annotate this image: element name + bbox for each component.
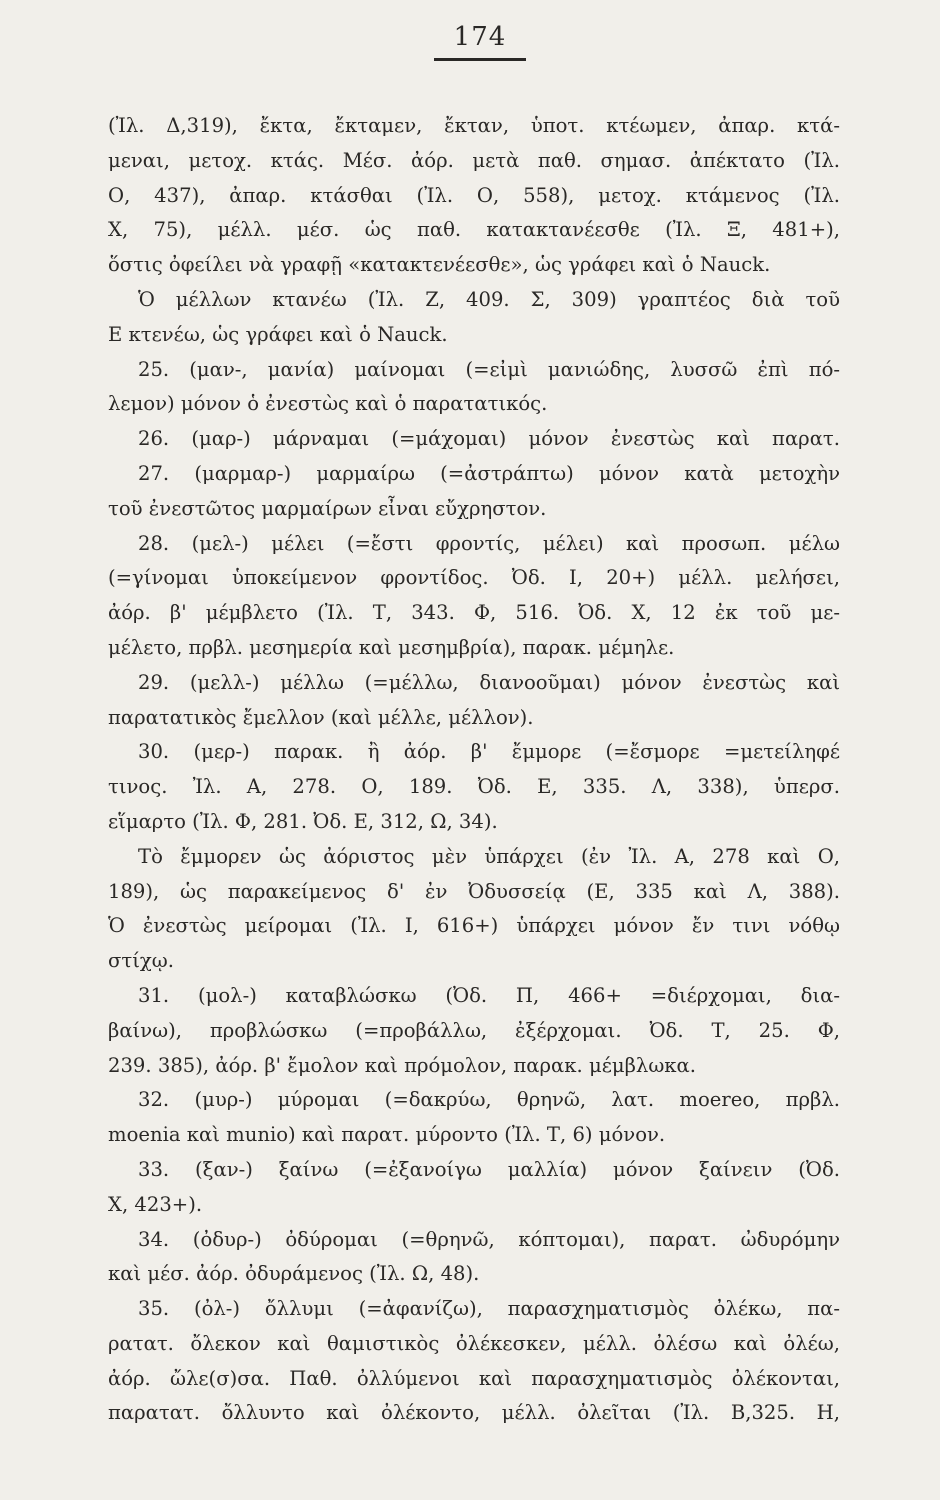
text-line: λεμον) μόνον ὁ ἐνεστὼς καὶ ὁ παρατατικός.	[108, 392, 548, 416]
text-line: στίχῳ.	[108, 949, 174, 973]
text-line: βαίνω), προβλώσκω (=προβάλλω, ἐξέρχομαι. Ὀδ. Τ, 25. Φ,	[108, 1018, 840, 1042]
text-line: 34. (ὀδυρ-) ὀδύρομαι (=θρηνῶ, κόπτομαι), παρατ. ὠδυρόμην	[138, 1227, 840, 1251]
text-line: παρατατικὸς ἔμελλον (καὶ μέλλε, μέλλον).	[108, 705, 534, 729]
text-line: 32. (μυρ-) μύρομαι (=δακρύω, θρηνῶ, λατ. moereo, πρβλ.	[138, 1088, 840, 1112]
text-line: καὶ μέσ. ἀόρ. ὀδυράμενος (Ἰλ. Ω, 48).	[108, 1262, 480, 1286]
text-line: Χ, 75), μέλλ. μέσ. ὡς παθ. κατακτανέεσθε (Ἰλ. Ξ, 481+),	[108, 218, 840, 242]
text-line: ἀόρ. β' μέμβλετο (Ἰλ. Τ, 343. Φ, 516. Ὀδ. Χ, 12 ἐκ τοῦ με-	[108, 601, 840, 625]
text-line: 35. (ὀλ-) ὄλλυμι (=ἀφανίζω), παρασχηματισμὸς ὀλέκω, πα-	[138, 1297, 840, 1321]
text-line: 33. (ξαν-) ξαίνω (=ἐξανοίγω μαλλία) μόνον ξαίνειν (Ὀδ.	[138, 1157, 840, 1181]
text-line: (Ἰλ. Δ,319), ἔκτα, ἔκταμεν, ἔκταν, ὑποτ. κτέωμεν, ἀπαρ. κτά-	[108, 114, 840, 137]
text-line: 30. (μερ-) παρακ. ἢ ἀόρ. β' ἔμμορε (=ἔσμορε =μετείληφέ	[138, 740, 840, 764]
text-line: Χ, 423+).	[108, 1192, 203, 1216]
text-line: 25. (μαν-, μανία) μαίνομαι (=εἰμὶ μανιώδης, λυσσῶ ἐπὶ πό-	[138, 357, 840, 381]
text-line: 27. (μαρμαρ-) μαρμαίρω (=ἀστράπτω) μόνον κατὰ μετοχὴν	[138, 461, 840, 485]
text-line: 189), ὡς παρακείμενος δ' ἐν Ὀδυσσείᾳ (Ε, 335 καὶ Λ, 388).	[108, 879, 840, 903]
text-line: ὅστις ὀφείλει νὰ γραφῇ «κατακτενέεσθε», ὡς γράφει καὶ ὁ Nauck.	[108, 253, 771, 277]
text-line: 28. (μελ-) μέλει (=ἔστι φροντίς, μέλει) καὶ προσωπ. μέλω	[138, 531, 840, 555]
text-line: (=γίνομαι ὑποκείμενον φροντίδος. Ὀδ. Ι, 20+) μέλλ. μελήσει,	[108, 566, 840, 590]
text-line: Ὁ ἐνεστὼς μείρομαι (Ἰλ. Ι, 616+) ὑπάρχει μόνον ἔν τινι νόθῳ	[108, 914, 840, 938]
text-line: moenia καὶ munio) καὶ παρατ. μύροντο (Ἰλ. Τ, 6) μόνον.	[108, 1123, 666, 1147]
page-number: 174	[453, 22, 507, 52]
text-line: Ε κτενέω, ὡς γράφει καὶ ὁ Nauck.	[108, 322, 448, 346]
text-line: εἵμαρτο (Ἰλ. Φ, 281. Ὀδ. Ε, 312, Ω, 34).	[108, 809, 498, 833]
text-line: παρατατ. ὄλλυντο καὶ ὀλέκοντο, μέλλ. ὀλεῖται (Ἰλ. Β,325. Η,	[108, 1401, 840, 1425]
body-text	[0, 109, 940, 1431]
text-line: ἀόρ. ὤλε(σ)σα. Παθ. ὀλλύμενοι καὶ παρασχηματισμὸς ὀλέκονται,	[108, 1366, 840, 1390]
page-number-rule	[434, 58, 526, 61]
text-line: Ὁ μέλλων κτανέω (Ἰλ. Ζ, 409. Σ, 309) γραπτέος διὰ τοῦ	[138, 287, 840, 311]
text-line: τοῦ ἐνεστῶτος μαρμαίρων εἶναι εὔχρηστον.	[108, 496, 547, 520]
text-line: Ο, 437), ἀπαρ. κτάσθαι (Ἰλ. Ο, 558), μετοχ. κτάμενος (Ἰλ.	[108, 183, 840, 207]
text-line: μεναι, μετοχ. κτάς. Μέσ. ἀόρ. μετὰ παθ. σημασ. ἀπέκτατο (Ἰλ.	[108, 148, 840, 172]
text-line: ρατατ. ὄλεκον καὶ θαμιστικὸς ὀλέκεσκεν, μέλλ. ὀλέσω καὶ ὀλέω,	[108, 1331, 840, 1355]
text-line: 31. (μολ-) καταβλώσκω (Ὀδ. Π, 466+ =διέρχομαι, δια-	[138, 983, 840, 1007]
text-line: μέλετο, πρβλ. μεσημερία καὶ μεσημβρία), παρακ. μέμηλε.	[108, 635, 675, 659]
text-line: τινος. Ἰλ. Α, 278. Ο, 189. Ὀδ. Ε, 335. Λ, 338), ὑπερσ.	[108, 775, 840, 799]
text-line: 239. 385), ἀόρ. β' ἔμολον καὶ πρόμολον, παρακ. μέμβλωκα.	[108, 1053, 697, 1077]
text-line: 26. (μαρ-) μάρναμαι (=μάχομαι) μόνον ἐνεστὼς καὶ παρατ.	[138, 427, 840, 451]
text-line: Τὸ ἔμμορεν ὡς ἀόριστος μὲν ὑπάρχει (ἐν Ἰλ. Α, 278 καὶ Ο,	[138, 844, 840, 868]
text-line: 29. (μελλ-) μέλλω (=μέλλω, διανοοῦμαι) μόνον ἐνεστὼς καὶ	[138, 670, 840, 694]
